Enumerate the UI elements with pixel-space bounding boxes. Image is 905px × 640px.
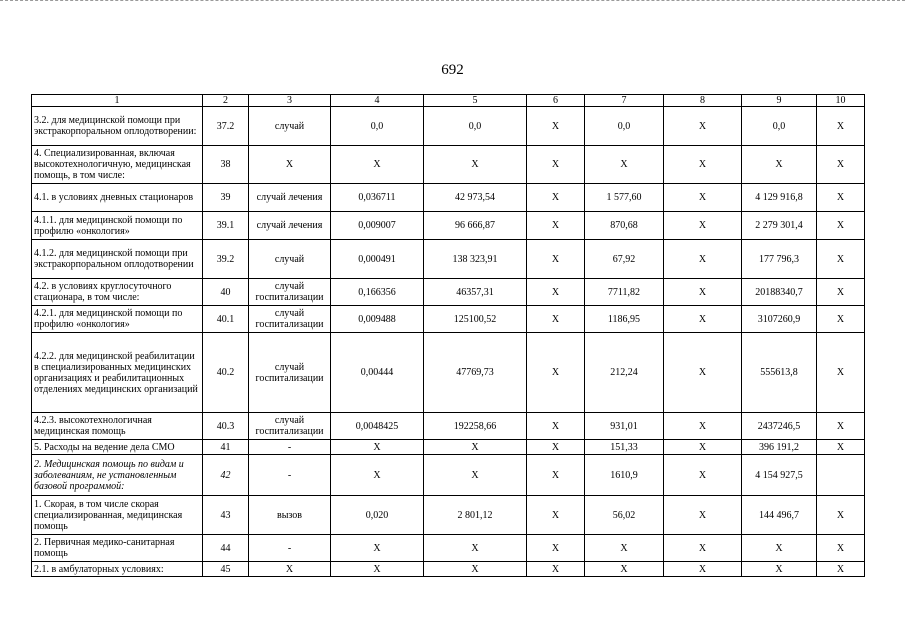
- table-cell: 0,009007: [331, 212, 424, 240]
- table-cell: Х: [664, 562, 742, 577]
- table-cell: Х: [664, 184, 742, 212]
- page-number: 692: [441, 62, 464, 78]
- table-cell: 56,02: [585, 496, 664, 535]
- table-cell: 44: [203, 535, 249, 562]
- table-cell: 46357,31: [424, 279, 527, 306]
- table-cell: Х: [817, 562, 865, 577]
- table-cell: 2.1. в амбулаторных условиях:: [32, 562, 203, 577]
- table-cell: 2. Медицинская помощь по видам и заболеваниям, не установленным базовой программой:: [32, 455, 203, 496]
- table-cell: Х: [664, 496, 742, 535]
- table-cell: 1186,95: [585, 306, 664, 333]
- table-cell: Х: [527, 146, 585, 184]
- header-row: [32, 95, 865, 107]
- table-cell: случай лечения: [249, 212, 331, 240]
- table-cell: 0,0: [424, 107, 527, 146]
- table-cell: 38: [203, 146, 249, 184]
- table-cell: Х: [527, 107, 585, 146]
- table-cell: 2437246,5: [742, 413, 817, 440]
- table-cell: 39.2: [203, 240, 249, 279]
- table-row: [32, 440, 865, 455]
- table-cell: 4 154 927,5: [742, 455, 817, 496]
- table-cell: Х: [664, 455, 742, 496]
- table-cell: Х: [664, 440, 742, 455]
- table-cell: 67,92: [585, 240, 664, 279]
- table-cell: 41: [203, 440, 249, 455]
- table-cell: Х: [817, 279, 865, 306]
- table-cell: Х: [424, 562, 527, 577]
- table-cell: 39.1: [203, 212, 249, 240]
- table-cell: 870,68: [585, 212, 664, 240]
- table-cell: Х: [817, 440, 865, 455]
- table-cell: случай: [249, 240, 331, 279]
- table-cell: 42 973,54: [424, 184, 527, 212]
- table-cell: Х: [527, 413, 585, 440]
- table-cell: 177 796,3: [742, 240, 817, 279]
- table-cell: 4.1.1. для медицинской помощи по профилю «онкология»: [32, 212, 203, 240]
- table-cell: Х: [742, 562, 817, 577]
- table-cell: 3.2. для медицинской помощи при экстракорпоральном оплодотворении:: [32, 107, 203, 146]
- table-cell: Х: [527, 333, 585, 413]
- table-cell: 3107260,9: [742, 306, 817, 333]
- table-cell: 47769,73: [424, 333, 527, 413]
- table-cell: 0,009488: [331, 306, 424, 333]
- table-cell: Х: [527, 440, 585, 455]
- table-cell: 37.2: [203, 107, 249, 146]
- table-cell: Х: [664, 107, 742, 146]
- table-cell: случай лечения: [249, 184, 331, 212]
- table-cell: Х: [817, 306, 865, 333]
- table-cell: Х: [585, 562, 664, 577]
- column-header: 6: [527, 95, 585, 107]
- table-cell: Х: [664, 333, 742, 413]
- table-cell: Х: [424, 440, 527, 455]
- table-cell: Х: [527, 184, 585, 212]
- table-cell: Х: [742, 146, 817, 184]
- table-cell: Х: [527, 535, 585, 562]
- table-cell: 4.2.1. для медицинской помощи по профилю «онкология»: [32, 306, 203, 333]
- table-row: [32, 333, 865, 413]
- table-cell: 4.1.2. для медицинской помощи при экстракорпоральном оплодотворении: [32, 240, 203, 279]
- table-cell: 0,000491: [331, 240, 424, 279]
- table-cell: 40: [203, 279, 249, 306]
- table-cell: Х: [664, 279, 742, 306]
- table-row: [32, 535, 865, 562]
- table-cell: 125100,52: [424, 306, 527, 333]
- table-cell: вызов: [249, 496, 331, 535]
- table-cell: Х: [817, 333, 865, 413]
- table-cell: Х: [331, 440, 424, 455]
- table-cell: 0,036711: [331, 184, 424, 212]
- table-cell: -: [249, 535, 331, 562]
- table-cell: 7711,82: [585, 279, 664, 306]
- column-header: 1: [32, 95, 203, 107]
- table-cell: Х: [817, 496, 865, 535]
- table-row: [32, 413, 865, 440]
- table-cell: Х: [424, 455, 527, 496]
- table-cell: 4.2.2. для медицинской реабилитации в специализированных медицинских организациях и реабилитационных отделениях медицинских организаций: [32, 333, 203, 413]
- table-cell: 40.3: [203, 413, 249, 440]
- table-cell: случай госпитализации: [249, 306, 331, 333]
- column-header: 10: [817, 95, 865, 107]
- table-cell: Х: [664, 146, 742, 184]
- table-cell: 39: [203, 184, 249, 212]
- table-cell: 20188340,7: [742, 279, 817, 306]
- table-cell: Х: [331, 455, 424, 496]
- column-header: 8: [664, 95, 742, 107]
- table-cell: 4.2. в условиях круглосуточного стационара, в том числе:: [32, 279, 203, 306]
- table-cell: 192258,66: [424, 413, 527, 440]
- column-header: 3: [249, 95, 331, 107]
- table-cell: случай госпитализации: [249, 413, 331, 440]
- table-cell: 45: [203, 562, 249, 577]
- table-cell: случай госпитализации: [249, 279, 331, 306]
- table-cell: -: [249, 440, 331, 455]
- table-cell: Х: [249, 146, 331, 184]
- table-cell: Х: [331, 535, 424, 562]
- column-header: 4: [331, 95, 424, 107]
- table-cell: 0,166356: [331, 279, 424, 306]
- table-cell: Х: [742, 535, 817, 562]
- table-row: [32, 146, 865, 184]
- table-cell: 1 577,60: [585, 184, 664, 212]
- table-cell: Х: [664, 413, 742, 440]
- table-row: [32, 496, 865, 535]
- table-cell: случай: [249, 107, 331, 146]
- data-table: [31, 94, 865, 577]
- column-header: 5: [424, 95, 527, 107]
- table-cell: Х: [817, 212, 865, 240]
- table-row: [32, 107, 865, 146]
- table-cell: -: [249, 455, 331, 496]
- table-cell: 4 129 916,8: [742, 184, 817, 212]
- table-cell: 0,0048425: [331, 413, 424, 440]
- table-cell: 4. Специализированная, включая высокотехнологичную, медицинская помощь, в том числе:: [32, 146, 203, 184]
- table-cell: 96 666,87: [424, 212, 527, 240]
- table-row: [32, 184, 865, 212]
- table-cell: 1. Скорая, в том числе скорая специализированная, медицинская помощь: [32, 496, 203, 535]
- table-cell: 144 496,7: [742, 496, 817, 535]
- table-cell: Х: [331, 146, 424, 184]
- table-row: [32, 306, 865, 333]
- table-cell: Х: [817, 146, 865, 184]
- table-cell: Х: [249, 562, 331, 577]
- table-cell: Х: [527, 279, 585, 306]
- table-cell: Х: [527, 212, 585, 240]
- table-cell: 0,0: [742, 107, 817, 146]
- table-cell: Х: [424, 535, 527, 562]
- table-cell: случай госпитализации: [249, 333, 331, 413]
- table-cell: 5. Расходы на ведение дела СМО: [32, 440, 203, 455]
- table-cell: [817, 455, 865, 496]
- table-cell: Х: [664, 240, 742, 279]
- scan-edge: [0, 0, 905, 7]
- table-cell: 151,33: [585, 440, 664, 455]
- table-row: [32, 562, 865, 577]
- table-cell: 40.2: [203, 333, 249, 413]
- table-cell: 2 801,12: [424, 496, 527, 535]
- table-cell: 40.1: [203, 306, 249, 333]
- table-cell: Х: [817, 535, 865, 562]
- table-cell: Х: [527, 562, 585, 577]
- table-cell: Х: [585, 535, 664, 562]
- table-cell: 0,0: [331, 107, 424, 146]
- table-cell: 42: [203, 455, 249, 496]
- table-cell: Х: [527, 240, 585, 279]
- table-cell: 0,020: [331, 496, 424, 535]
- table-cell: Х: [664, 212, 742, 240]
- table-cell: 0,0: [585, 107, 664, 146]
- table-cell: 1610,9: [585, 455, 664, 496]
- table-cell: Х: [817, 184, 865, 212]
- table-cell: Х: [817, 107, 865, 146]
- table-cell: 2 279 301,4: [742, 212, 817, 240]
- table-cell: Х: [331, 562, 424, 577]
- column-header: 7: [585, 95, 664, 107]
- table-row: [32, 240, 865, 279]
- table-cell: Х: [527, 306, 585, 333]
- table-cell: Х: [585, 146, 664, 184]
- table-cell: 2. Первичная медико-санитарная помощь: [32, 535, 203, 562]
- table-cell: 212,24: [585, 333, 664, 413]
- table-cell: 0,00444: [331, 333, 424, 413]
- table-cell: 931,01: [585, 413, 664, 440]
- table-cell: 555613,8: [742, 333, 817, 413]
- table-cell: Х: [817, 240, 865, 279]
- column-header: 2: [203, 95, 249, 107]
- table-row: [32, 279, 865, 306]
- table-cell: 4.1. в условиях дневных стационаров: [32, 184, 203, 212]
- table-cell: Х: [424, 146, 527, 184]
- table-cell: Х: [527, 496, 585, 535]
- table-cell: 396 191,2: [742, 440, 817, 455]
- table-cell: Х: [664, 306, 742, 333]
- table-cell: 43: [203, 496, 249, 535]
- table-cell: 4.2.3. высокотехнологичная медицинская помощь: [32, 413, 203, 440]
- table-cell: Х: [527, 455, 585, 496]
- table-cell: Х: [817, 413, 865, 440]
- table-cell: 138 323,91: [424, 240, 527, 279]
- column-header: 9: [742, 95, 817, 107]
- table-cell: Х: [664, 535, 742, 562]
- table-row: [32, 455, 865, 496]
- table-row: [32, 212, 865, 240]
